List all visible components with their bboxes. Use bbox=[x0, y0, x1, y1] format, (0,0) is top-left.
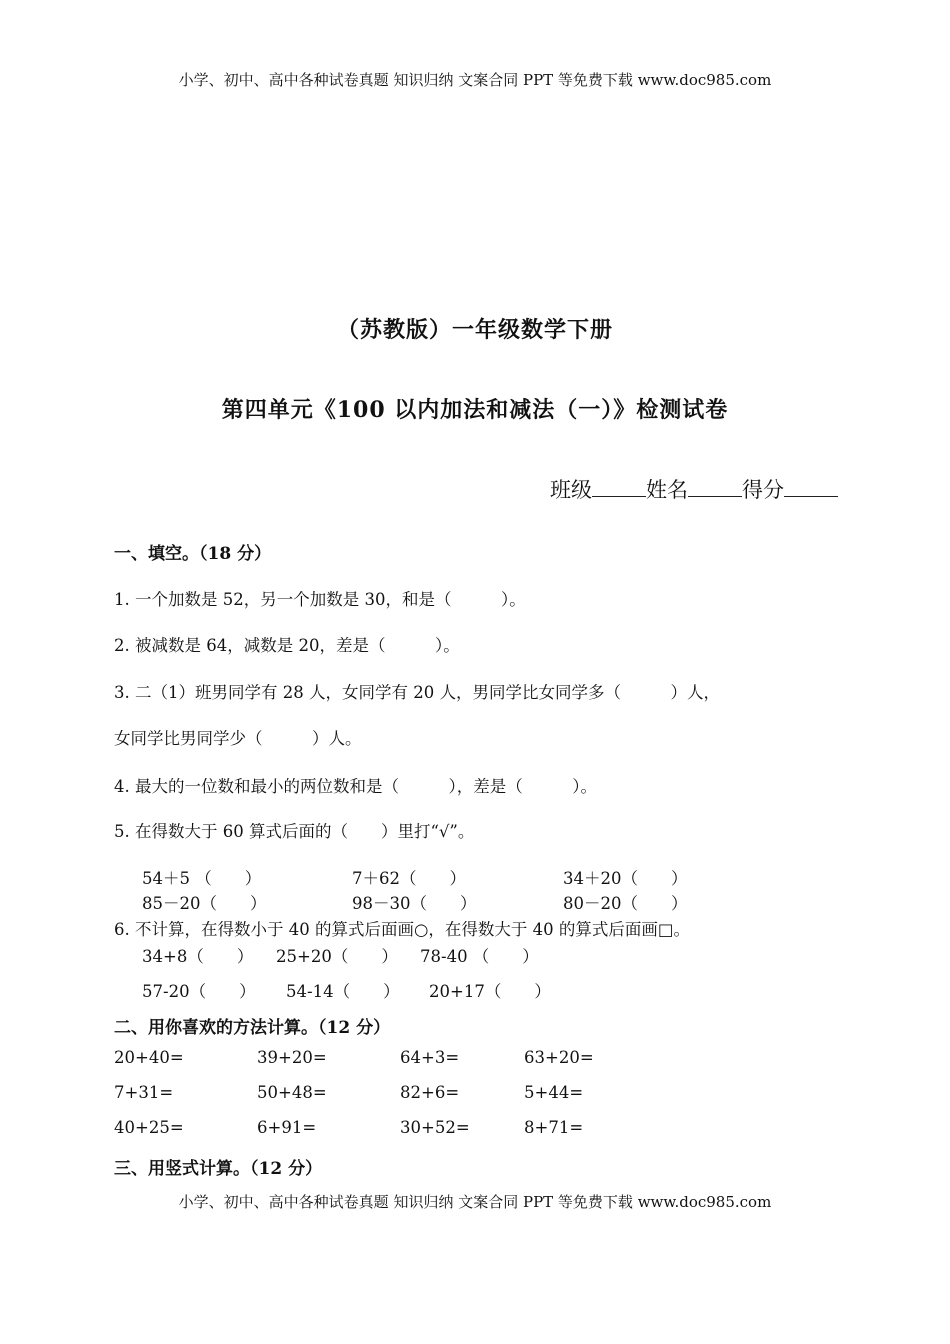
q5-item: 34＋20（ ） bbox=[563, 869, 688, 888]
q5-item: 54＋5 （ ） bbox=[142, 869, 262, 888]
calc-item: 6+91= bbox=[257, 1118, 317, 1137]
class-label: 班级 bbox=[550, 478, 592, 502]
q5-item: 85－20（ ） bbox=[142, 894, 267, 913]
calc-item: 5+44= bbox=[524, 1083, 584, 1102]
q5-item: 98－30（ ） bbox=[352, 894, 477, 913]
question-5: 5. 在得数大于 60 算式后面的（ ）里打“√”。 bbox=[114, 822, 475, 841]
section-2-heading: 二、用你喜欢的方法计算。（12 分） bbox=[114, 1018, 391, 1038]
question-1: 1. 一个加数是 52，另一个加数是 30，和是（ ）。 bbox=[114, 590, 526, 609]
section-1-heading: 一、填空。（18 分） bbox=[114, 544, 272, 564]
score-blank[interactable] bbox=[784, 478, 838, 497]
section-3-heading: 三、用竖式计算。（12 分） bbox=[114, 1159, 323, 1179]
question-3-line-1: 3. 二（1）班男同学有 28 人，女同学有 20 人，男同学比女同学多（ ）人， bbox=[114, 683, 720, 702]
q5-item: 7＋62（ ） bbox=[352, 869, 466, 888]
title-line-2: 第四单元《100 以内加法和减法（一）》检测试卷 bbox=[221, 397, 729, 423]
q5-item: 80－20（ ） bbox=[563, 894, 688, 913]
score-label: 得分 bbox=[742, 478, 784, 502]
calc-item: 39+20= bbox=[257, 1048, 327, 1067]
q6-item: 20+17（ ） bbox=[429, 982, 551, 1001]
name-blank[interactable] bbox=[688, 478, 742, 497]
student-info bbox=[550, 474, 838, 504]
q6-item: 25+20（ ） bbox=[276, 947, 398, 966]
class-blank[interactable] bbox=[592, 478, 646, 497]
q6-item: 34+8（ ） bbox=[142, 947, 254, 966]
calc-item: 7+31= bbox=[114, 1083, 174, 1102]
calc-item: 30+52= bbox=[400, 1118, 470, 1137]
name-label: 姓名 bbox=[646, 478, 688, 502]
calc-item: 63+20= bbox=[524, 1048, 594, 1067]
calc-item: 82+6= bbox=[400, 1083, 460, 1102]
title-line-1: （苏教版）一年级数学下册 bbox=[336, 317, 613, 343]
page-header: 小学、初中、高中各种试卷真题 知识归纳 文案合同 PPT 等免费下载 www.doc985.com bbox=[178, 71, 772, 89]
calc-item: 40+25= bbox=[114, 1118, 184, 1137]
calc-item: 8+71= bbox=[524, 1118, 584, 1137]
page-footer: 小学、初中、高中各种试卷真题 知识归纳 文案合同 PPT 等免费下载 www.doc985.com bbox=[178, 1193, 772, 1211]
q6-item: 78-40 （ ） bbox=[420, 947, 539, 966]
calc-item: 20+40= bbox=[114, 1048, 184, 1067]
q6-item: 57-20（ ） bbox=[142, 982, 256, 1001]
question-6: 6. 不计算，在得数小于 40 的算式后面画○，在得数大于 40 的算式后面画□。 bbox=[114, 920, 690, 939]
question-4: 4. 最大的一位数和最小的两位数和是（ ），差是（ ）。 bbox=[114, 777, 597, 796]
calc-item: 50+48= bbox=[257, 1083, 327, 1102]
question-2: 2. 被减数是 64，减数是 20，差是（ ）。 bbox=[114, 636, 460, 655]
q6-item: 54-14（ ） bbox=[286, 982, 400, 1001]
calc-item: 64+3= bbox=[400, 1048, 460, 1067]
question-3-line-2: 女同学比男同学少（ ）人。 bbox=[114, 729, 362, 748]
